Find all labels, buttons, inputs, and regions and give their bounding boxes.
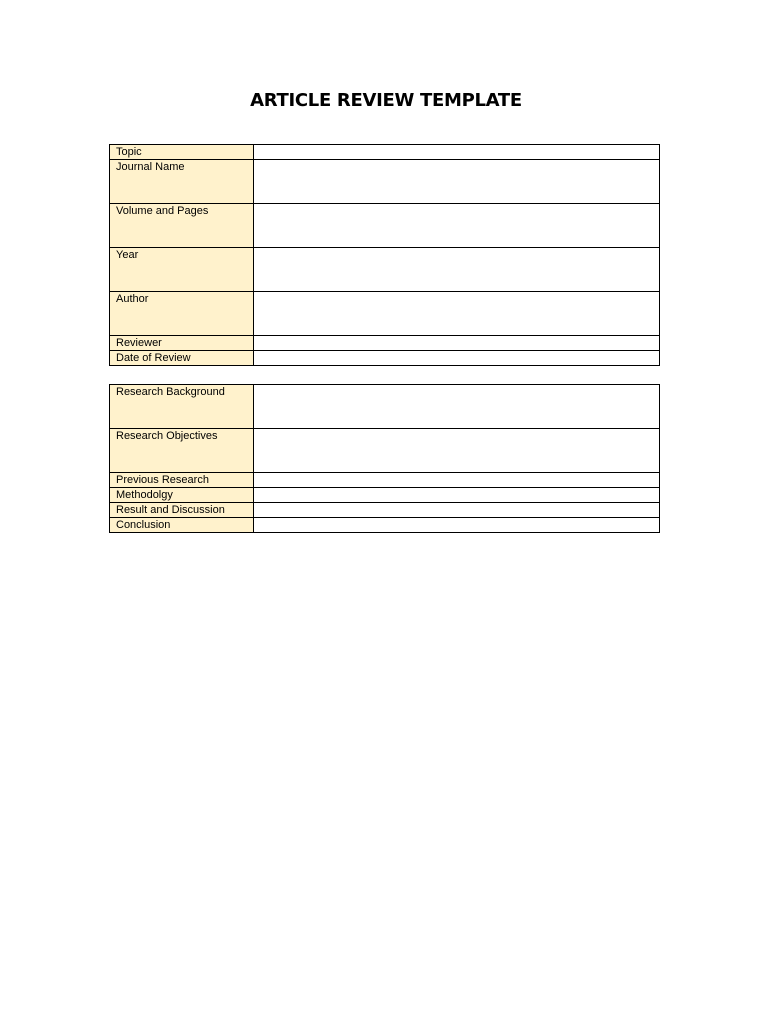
article-details-table	[109, 144, 660, 366]
conclusion-field[interactable]	[254, 518, 660, 533]
result-and-discussion-field[interactable]	[254, 503, 660, 518]
research-objectives-label: Research Objectives	[110, 429, 254, 473]
date-of-review-field[interactable]	[254, 351, 660, 366]
table-row	[110, 248, 660, 292]
research-background-field[interactable]	[254, 385, 660, 429]
conclusion-label: Conclusion	[110, 518, 254, 533]
methodology-label: Methodolgy	[110, 488, 254, 503]
document-title: ARTICLE REVIEW TEMPLATE	[250, 90, 522, 111]
date-of-review-label: Date of Review	[110, 351, 254, 366]
table-row	[110, 145, 660, 160]
table-row	[110, 160, 660, 204]
previous-research-label: Previous Research	[110, 473, 254, 488]
reviewer-label: Reviewer	[110, 336, 254, 351]
table-row	[110, 336, 660, 351]
table-row	[110, 488, 660, 503]
topic-label: Topic	[110, 145, 254, 160]
topic-field[interactable]	[254, 145, 660, 160]
table-row	[110, 503, 660, 518]
volume-and-pages-label: Volume and Pages	[110, 204, 254, 248]
year-field[interactable]	[254, 248, 660, 292]
research-review-table	[109, 384, 660, 533]
reviewer-field[interactable]	[254, 336, 660, 351]
table-row	[110, 292, 660, 336]
journal-name-label: Journal Name	[110, 160, 254, 204]
author-label: Author	[110, 292, 254, 336]
research-background-label: Research Background	[110, 385, 254, 429]
volume-and-pages-field[interactable]	[254, 204, 660, 248]
research-objectives-field[interactable]	[254, 429, 660, 473]
table-row	[110, 473, 660, 488]
methodology-field[interactable]	[254, 488, 660, 503]
journal-name-field[interactable]	[254, 160, 660, 204]
year-label: Year	[110, 248, 254, 292]
table-row	[110, 385, 660, 429]
previous-research-field[interactable]	[254, 473, 660, 488]
result-and-discussion-label: Result and Discussion	[110, 503, 254, 518]
table-row	[110, 429, 660, 473]
table-row	[110, 351, 660, 366]
table-row	[110, 518, 660, 533]
author-field[interactable]	[254, 292, 660, 336]
table-row	[110, 204, 660, 248]
